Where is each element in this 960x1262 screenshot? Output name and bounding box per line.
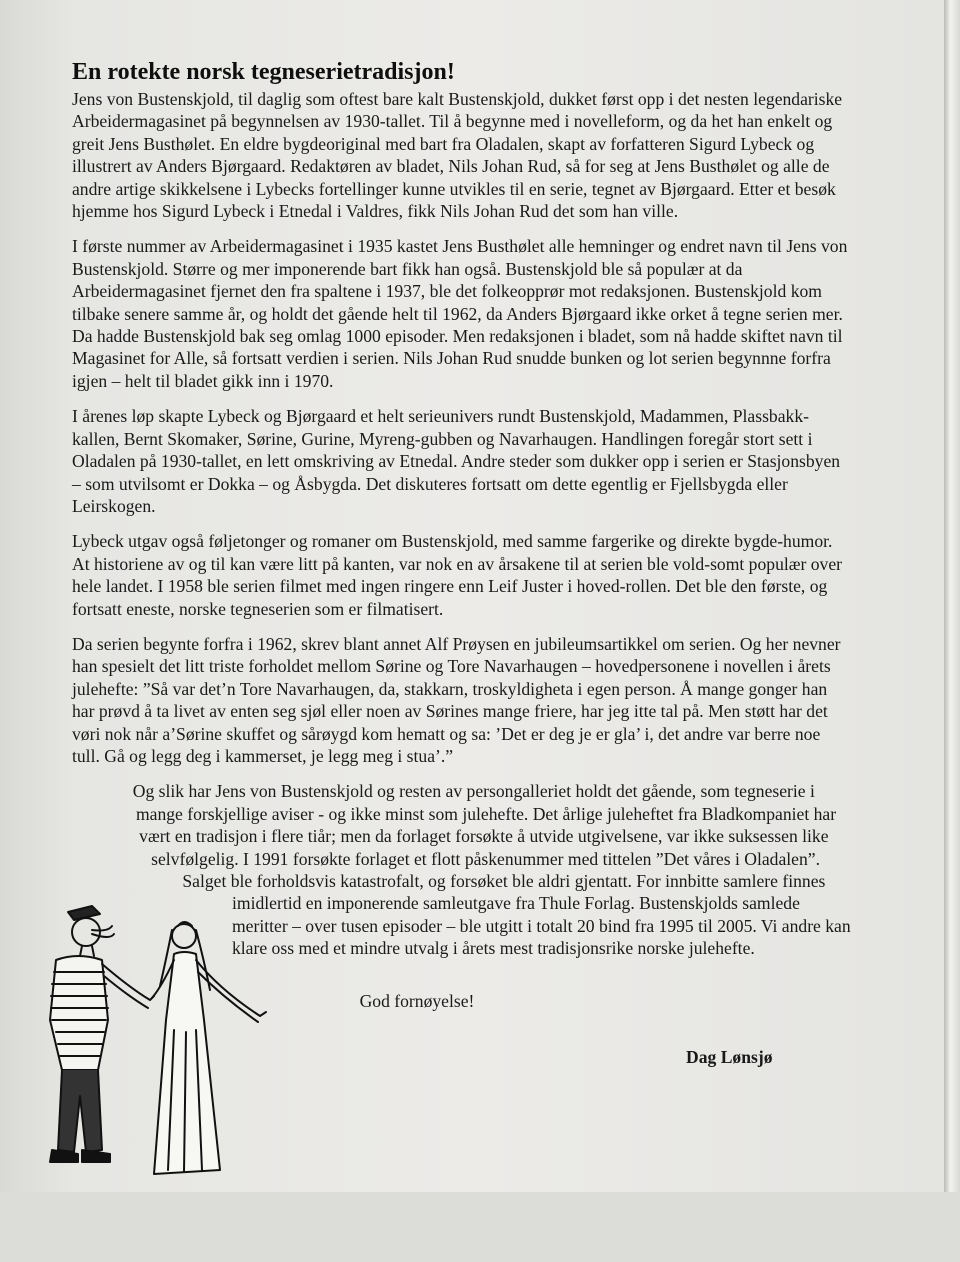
closing-line: God fornøyelse! bbox=[359, 990, 475, 1011]
article-title: En rotekte norsk tegneserietradisjon! bbox=[72, 59, 455, 85]
paragraph-3: I årenes løp skapte Lybeck og Bjørgaard et helt serieunivers rundt Bustenskjold, Madammen, Plassbakk-kallen, Bernt Skomaker, Sørine, Gurine, Myreng-gubben og Navarhaugen. Handlingen foregår stort sett i Oladalen på 1930-tallet, en lett omskriving av Etnedal. Andre steder som dukker opp i serien er Stasjonsbyen – som utvilsomt er Dokka – og Åsbygda. Det diskuteres fortsatt om dette egentlig er Fjellsbygda eller Leirskogen. bbox=[72, 406, 841, 516]
paragraph-2: I første nummer av Arbeidermagasinet i 1935 kastet Jens Busthølet alle hemninger og endret navn til Jens von Bustenskjold. Større og mer imponerende bart fikk han også. Bustenskjold ble så populær at da Arbeidermagasinet fjernet den fra spaltene i 1937, ble det folkeopprør mot redaksjonen. Bustenskjold kom tilbake senere samme år, og holdt det gående helt til 1962, da Anders Bjørgaard ikke orket å tegne serien mer. Da hadde Bustenskjold bak seg omlag 1000 episoder. Men redaksjonen i bladet, som nå hadde skiftet navn til Magasinet for Alle, så fortsatt verdien i serien. Nils Johan Rud snudde bunken og lot serien begynnne forfra igjen – helt til bladet gikk inn i 1970. bbox=[72, 236, 848, 391]
author-signature: Dag Lønsjø bbox=[686, 1047, 773, 1068]
paragraph-1: Jens von Bustenskjold, til daglig som oftest bare kalt Bustenskjold, dukket først opp i det nesten legendariske Arbeidermagasinet på begynnelsen av 1930-tallet. Til å begynne med i novelleform, og da het han enkelt og greit Jens Busthølet. En eldre bygdeoriginal med bart fra Oladalen, skapt av forfatteren Sigurd Lybeck og illustrert av Anders Bjørgaard. Redaktøren av bladet, Nils Johan Rud, så for seg at Jens Busthølet og alle de andre artige skikkelsene i Lybecks fortellinger kunne utvikles til en serie, tegnet av Bjørgaard. Etter et besøk hjemme hos Sigurd Lybeck i Etnedal i Valdres, fikk Nils Johan Rud det som han ville. bbox=[72, 89, 843, 222]
page-edge bbox=[944, 0, 960, 1192]
paragraph-5: Da serien begynte forfra i 1962, skrev blant annet Alf Prøysen en jubileumsartikkel om serien. Og her nevner han spesielt det litt triste forholdet mellom Sørine og Tore Navarhaugen – hovedpersonene i novellen i årets julehefte: ”Så var det’n Tore Navarhaugen, da, stakkarn, troskyldigheta i egen person. Å mange gonger han har prøvd å ta livet av enten seg sjøl eller noen av Sørines mange friere, har jeg itte tal på. Men støtt har det vøri nok når a’Sørine skuffet og sårøygd kom hematt og sa: ’Det er deg je er gla’ i, det andre var berre noe tull. Gå og legg deg i kammerset, je legg meg i stua’.” bbox=[72, 633, 841, 766]
paragraph-4: Lybeck utgav også føljetonger og romaner om Bustenskjold, med samme fargerike og direkte bygde-humor. At historiene av og til kan være litt på kanten, var nok en av årsakene til at serien ble vold-somt populær over hele landet. I 1958 ble serien filmet med ingen ringere enn Leif Juster i hoved-rollen. Det ble den første, og fortsatt eneste, norske tegneserien som er filmatisert. bbox=[72, 531, 843, 619]
bustenskjold-and-sorine-illustration-icon bbox=[34, 900, 274, 1192]
paragraph-6: Og slik har Jens von Bustenskjold og resten av persongalleriet holdt det gående, som tegneserie i mange forskjellige aviser - og ikke minst som julehefte. Det årlige juleheftet fra Bladkompaniet har vært en tradisjon i flere tiår; men da forlaget forsøkte å utvide utgivelsene, var ikke suksessen like selvfølgelig. I 1991 forsøkte forlaget et flott påskenummer med tittelen ”Det våres i Oladalen”. Salget ble forholdsvis katastrofalt, og forsøket ble aldri gjentatt. For innbitte samlere finnes imidlertid en imponerende samleutgave fra Thule Forlag. Bustenskjolds samlede meritter – over tusen episoder – ble utgitt i totalt 20 bind fra 1995 til 2005. Vi andre kan klare oss med et mindre utvalg i årets mest tradisjonsrike norske julehefte. bbox=[132, 781, 851, 959]
